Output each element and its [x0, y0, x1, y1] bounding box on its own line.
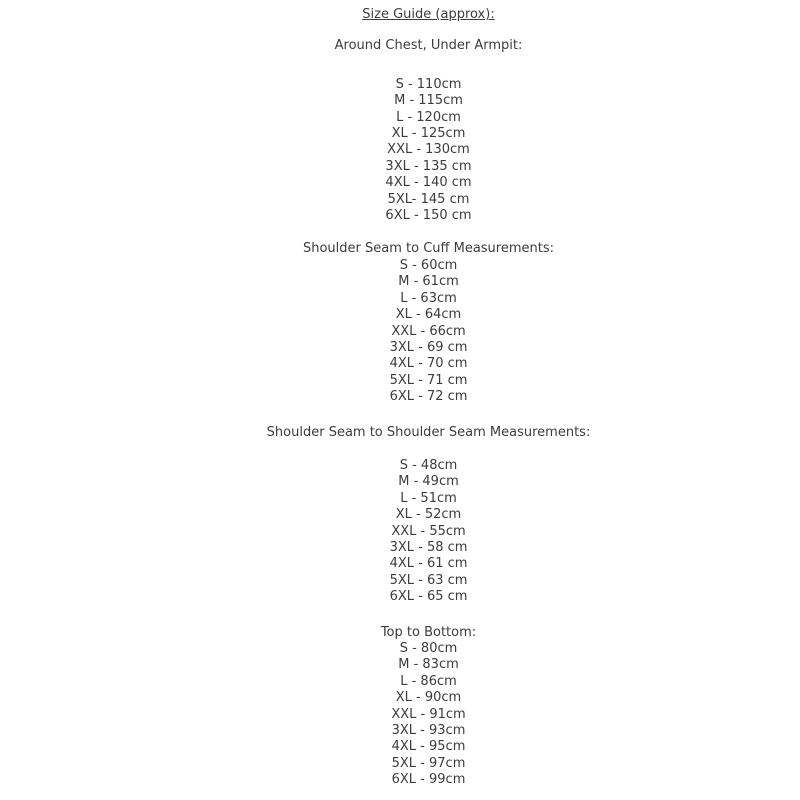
section-heading-cuff: Shoulder Seam to Cuff Measurements: [302, 241, 555, 257]
size-row: L - 120cm [396, 109, 461, 125]
size-row: 4XL - 61 cm [389, 556, 468, 572]
size-row: XXL - 66cm [391, 323, 466, 339]
section-cuff [57, 241, 800, 405]
size-row: S - 60cm [399, 257, 458, 273]
size-row: 6XL - 72 cm [389, 389, 468, 405]
size-row: XXL - 130cm [387, 142, 470, 158]
size-row: 3XL - 69 cm [389, 339, 468, 355]
size-row: XXL - 55cm [391, 523, 466, 539]
size-row: S - 80cm [399, 641, 458, 656]
section-heading-chest: Around Chest, Under Armpit: [334, 38, 523, 54]
size-row: 5XL - 71 cm [389, 372, 468, 388]
size-row: S - 110cm [395, 76, 462, 92]
page-title: Size Guide (approx): [362, 7, 495, 22]
size-row: 6XL - 99cm [391, 772, 466, 788]
size-row: L - 86cm [400, 673, 457, 689]
size-row: M - 61cm [398, 274, 459, 290]
size-row: XXL - 91cm [391, 706, 466, 722]
size-row: XL - 90cm [395, 690, 462, 706]
size-row: 6XL - 65 cm [389, 589, 468, 605]
size-row: XL - 125cm [391, 126, 466, 142]
size-row: 5XL- 145 cm [387, 191, 470, 207]
size-row: 5XL - 97cm [391, 755, 466, 771]
section-length [57, 625, 800, 789]
size-row: S - 48cm [399, 457, 458, 473]
size-list-shoulder [57, 458, 800, 606]
size-row: 5XL - 63 cm [389, 572, 468, 588]
size-row: 4XL - 70 cm [389, 356, 468, 372]
size-row: XL - 52cm [395, 507, 462, 523]
size-row: XL - 64cm [395, 307, 462, 323]
size-row: 3XL - 135 cm [385, 158, 472, 174]
size-row: 4XL - 140 cm [385, 175, 472, 191]
size-row: 4XL - 95cm [391, 739, 466, 755]
size-row: M - 115cm [394, 93, 463, 109]
size-row: L - 63cm [400, 290, 457, 306]
section-heading-length: Top to Bottom: [380, 624, 477, 640]
size-list-chest [57, 77, 800, 225]
section-heading-shoulder: Shoulder Seam to Shoulder Seam Measurements: [266, 424, 591, 440]
size-row: M - 83cm [398, 657, 459, 673]
size-row: L - 51cm [400, 490, 457, 506]
size-row: 6XL - 150 cm [385, 208, 472, 224]
size-row: 3XL - 93cm [391, 723, 466, 739]
size-row: 3XL - 58 cm [389, 539, 468, 555]
size-row: M - 49cm [398, 474, 459, 490]
